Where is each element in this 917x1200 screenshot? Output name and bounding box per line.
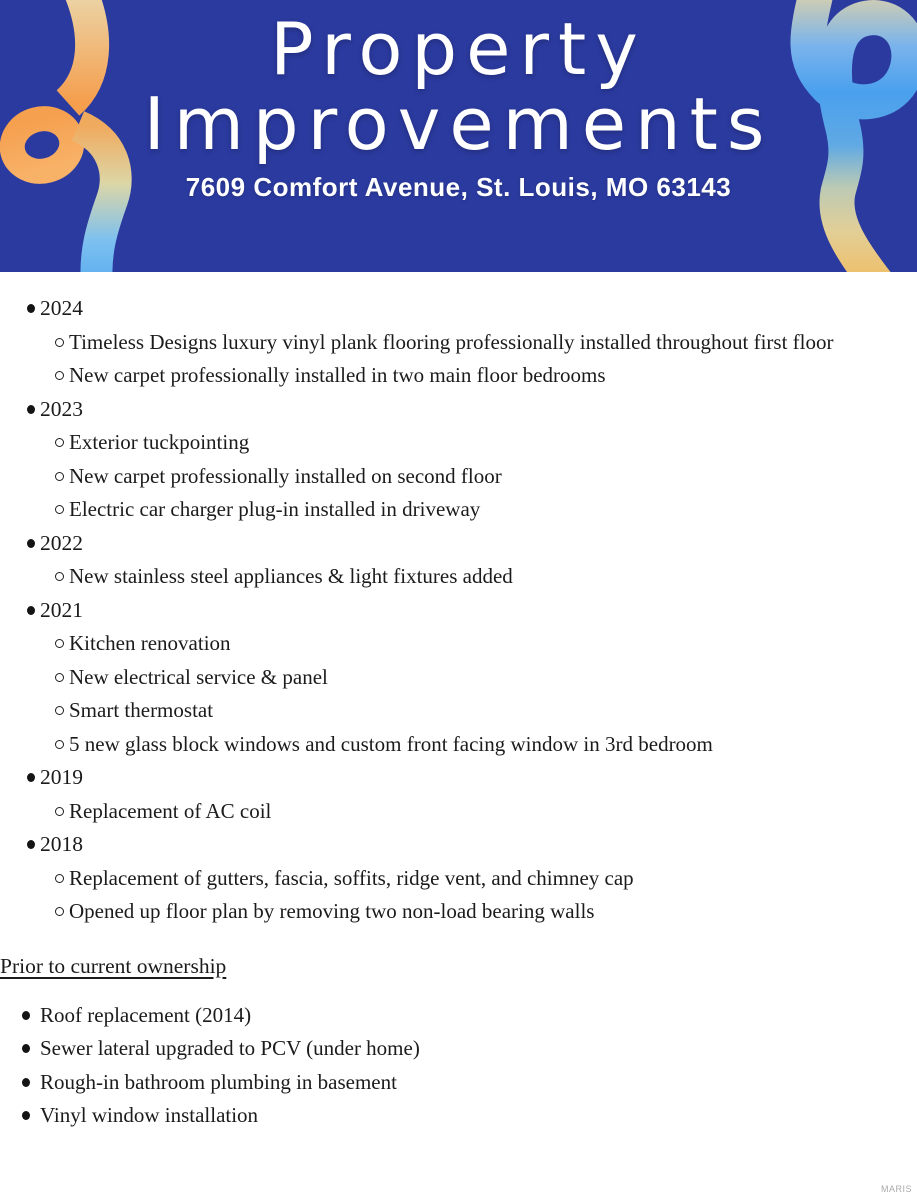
- prior-ownership-list: [0, 999, 917, 1133]
- year-row: [0, 761, 917, 795]
- hollow-bullet-icon: [55, 371, 64, 380]
- improvement-text: Exterior tuckpointing: [69, 430, 250, 455]
- hollow-bullet-icon: [55, 505, 64, 514]
- prior-item-row: [0, 1066, 917, 1100]
- improvement-text: New stainless steel appliances & light fixtures added: [69, 564, 513, 589]
- improvement-row: [0, 359, 917, 393]
- prior-item-row: [0, 1099, 917, 1133]
- improvement-row: [0, 493, 917, 527]
- maris-watermark: MARIS: [880, 1184, 912, 1194]
- improvement-row: [0, 661, 917, 695]
- hollow-bullet-icon: [55, 907, 64, 916]
- hollow-bullet-icon: [55, 706, 64, 715]
- header-banner: [0, 0, 917, 272]
- hollow-bullet-icon: [55, 338, 64, 347]
- improvement-row: [0, 694, 917, 728]
- filled-bullet-icon: [27, 606, 35, 615]
- improvement-row: [0, 326, 917, 360]
- year-label: 2021: [40, 597, 83, 622]
- prior-item-text: Sewer lateral upgraded to PCV (under home): [40, 1036, 420, 1061]
- filled-bullet-icon: [27, 405, 35, 414]
- improvement-text: Opened up floor plan by removing two non-load bearing walls: [69, 899, 595, 924]
- improvement-row: [0, 426, 917, 460]
- year-label: 2023: [40, 396, 83, 421]
- year-label: 2019: [40, 765, 83, 790]
- prior-item-text: Vinyl window installation: [40, 1103, 259, 1128]
- hollow-bullet-icon: [55, 673, 64, 682]
- improvement-row: [0, 627, 917, 661]
- prior-item-text: Rough-in bathroom plumbing in basement: [40, 1069, 397, 1094]
- filled-bullet-icon: [27, 840, 35, 849]
- improvement-row: [0, 862, 917, 896]
- year-label: 2018: [40, 832, 83, 857]
- improvement-row: [0, 795, 917, 829]
- filled-bullet-icon: [22, 1078, 30, 1087]
- property-address: 7609 Comfort Avenue, St. Louis, MO 63143: [185, 172, 732, 202]
- improvement-text: Smart thermostat: [69, 698, 214, 723]
- filled-bullet-icon: [27, 539, 35, 548]
- hollow-bullet-icon: [55, 472, 64, 481]
- improvement-text: New carpet professionally installed in two main floor bedrooms: [69, 363, 606, 388]
- year-row: [0, 594, 917, 628]
- hollow-bullet-icon: [55, 438, 64, 447]
- improvements-list: [0, 292, 917, 929]
- improvement-text: Kitchen renovation: [69, 631, 231, 656]
- filled-bullet-icon: [22, 1111, 30, 1120]
- improvement-text: Electric car charger plug-in installed in driveway: [69, 497, 481, 522]
- year-row: [0, 292, 917, 326]
- prior-item-row: [0, 999, 917, 1033]
- hollow-bullet-icon: [55, 740, 64, 749]
- page-title-line1: Property: [270, 7, 647, 91]
- hollow-bullet-icon: [55, 807, 64, 816]
- improvement-text: New carpet professionally installed on second floor: [69, 463, 502, 488]
- year-row: [0, 828, 917, 862]
- improvement-text: Replacement of gutters, fascia, soffits, ridge vent, and chimney cap: [69, 865, 634, 890]
- hollow-bullet-icon: [55, 639, 64, 648]
- improvement-row: [0, 560, 917, 594]
- year-label: 2022: [40, 530, 83, 555]
- prior-item-text: Roof replacement (2014): [40, 1002, 252, 1027]
- improvement-row: [0, 895, 917, 929]
- filled-bullet-icon: [22, 1044, 30, 1053]
- filled-bullet-icon: [22, 1011, 30, 1020]
- year-label: 2024: [40, 296, 83, 321]
- prior-ownership-heading: Prior to current ownership: [0, 953, 227, 978]
- filled-bullet-icon: [27, 304, 35, 313]
- improvement-text: Replacement of AC coil: [69, 798, 272, 823]
- page-title-line2: Improvements: [143, 82, 774, 166]
- improvement-row: [0, 460, 917, 494]
- hollow-bullet-icon: [55, 874, 64, 883]
- hollow-bullet-icon: [55, 572, 64, 581]
- improvement-text: 5 new glass block windows and custom front facing window in 3rd bedroom: [69, 731, 713, 756]
- year-row: [0, 393, 917, 427]
- improvement-text: New electrical service & panel: [69, 664, 328, 689]
- improvement-row: [0, 728, 917, 762]
- prior-item-row: [0, 1032, 917, 1066]
- page-title: [0, 0, 917, 166]
- filled-bullet-icon: [27, 773, 35, 782]
- improvement-text: Timeless Designs luxury vinyl plank flooring professionally installed throughout first floor: [69, 329, 834, 354]
- year-row: [0, 527, 917, 561]
